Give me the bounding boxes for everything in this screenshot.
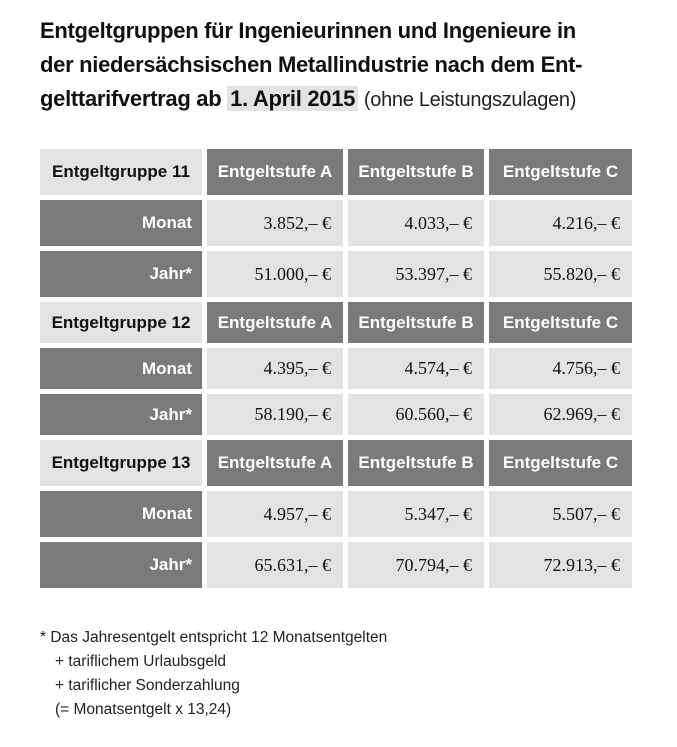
column-header: Entgeltstufe B (348, 302, 484, 343)
value-cell: 72.913,– € (489, 542, 632, 588)
row-label: Jahr* (40, 542, 202, 588)
group-label: Entgeltgruppe 12 (40, 302, 202, 343)
footnote-line-4: (= Monatsentgelt x 13,24) (55, 701, 232, 718)
row-label: Monat (40, 348, 202, 389)
group-header-row (40, 302, 632, 343)
footnote-line-2: + tariflichem Urlaubsgeld (55, 653, 227, 670)
footnote-line-1: * Das Jahresentgelt entspricht 12 Monatsentgelten (40, 629, 388, 646)
table-row (40, 200, 632, 246)
table-row (40, 542, 632, 588)
value-cell: 4.033,– € (348, 200, 484, 246)
value-cell: 5.347,– € (348, 491, 484, 537)
footnote-line-3: + tariflicher Sonderzahlung (55, 677, 240, 694)
value-cell: 4.216,– € (489, 200, 632, 246)
column-header: Entgeltstufe C (489, 149, 632, 195)
value-cell: 53.397,– € (348, 251, 484, 297)
row-label: Monat (40, 491, 202, 537)
title-date: 1. April 2015 (227, 86, 358, 111)
value-cell: 4.574,– € (348, 348, 484, 389)
group-header-row (40, 149, 632, 195)
value-cell: 51.000,– € (207, 251, 343, 297)
row-label: Monat (40, 200, 202, 246)
group-label: Entgeltgruppe 13 (40, 440, 202, 486)
footnote (40, 626, 387, 722)
title-note: (ohne Leistungszulagen) (363, 89, 577, 111)
value-cell: 4.395,– € (207, 348, 343, 389)
value-cell: 62.969,– € (489, 394, 632, 435)
value-cell: 55.820,– € (489, 251, 632, 297)
page-title (40, 14, 660, 117)
group-header-row (40, 440, 632, 486)
value-cell: 60.560,– € (348, 394, 484, 435)
table-row (40, 251, 632, 297)
value-cell: 65.631,– € (207, 542, 343, 588)
salary-table (40, 149, 632, 593)
title-line-2: der niedersächsischen Metallindustrie nach dem Ent- (40, 52, 583, 77)
value-cell: 70.794,– € (348, 542, 484, 588)
column-header: Entgeltstufe B (348, 149, 484, 195)
title-line-1: Entgeltgruppen für Ingenieurinnen und Ingenieure in (40, 18, 576, 43)
row-label: Jahr* (40, 394, 202, 435)
table-row (40, 491, 632, 537)
title-line-3 (40, 82, 660, 117)
title-line-3-prefix: gelttarifvertrag ab (40, 86, 222, 111)
value-cell: 5.507,– € (489, 491, 632, 537)
column-header: Entgeltstufe B (348, 440, 484, 486)
value-cell: 58.190,– € (207, 394, 343, 435)
column-header: Entgeltstufe A (207, 149, 343, 195)
column-header: Entgeltstufe C (489, 440, 632, 486)
column-header: Entgeltstufe A (207, 440, 343, 486)
value-cell: 4.957,– € (207, 491, 343, 537)
row-label: Jahr* (40, 251, 202, 297)
column-header: Entgeltstufe C (489, 302, 632, 343)
table-row (40, 394, 632, 435)
group-label: Entgeltgruppe 11 (40, 149, 202, 195)
column-header: Entgeltstufe A (207, 302, 343, 343)
value-cell: 4.756,– € (489, 348, 632, 389)
table-row (40, 348, 632, 389)
value-cell: 3.852,– € (207, 200, 343, 246)
